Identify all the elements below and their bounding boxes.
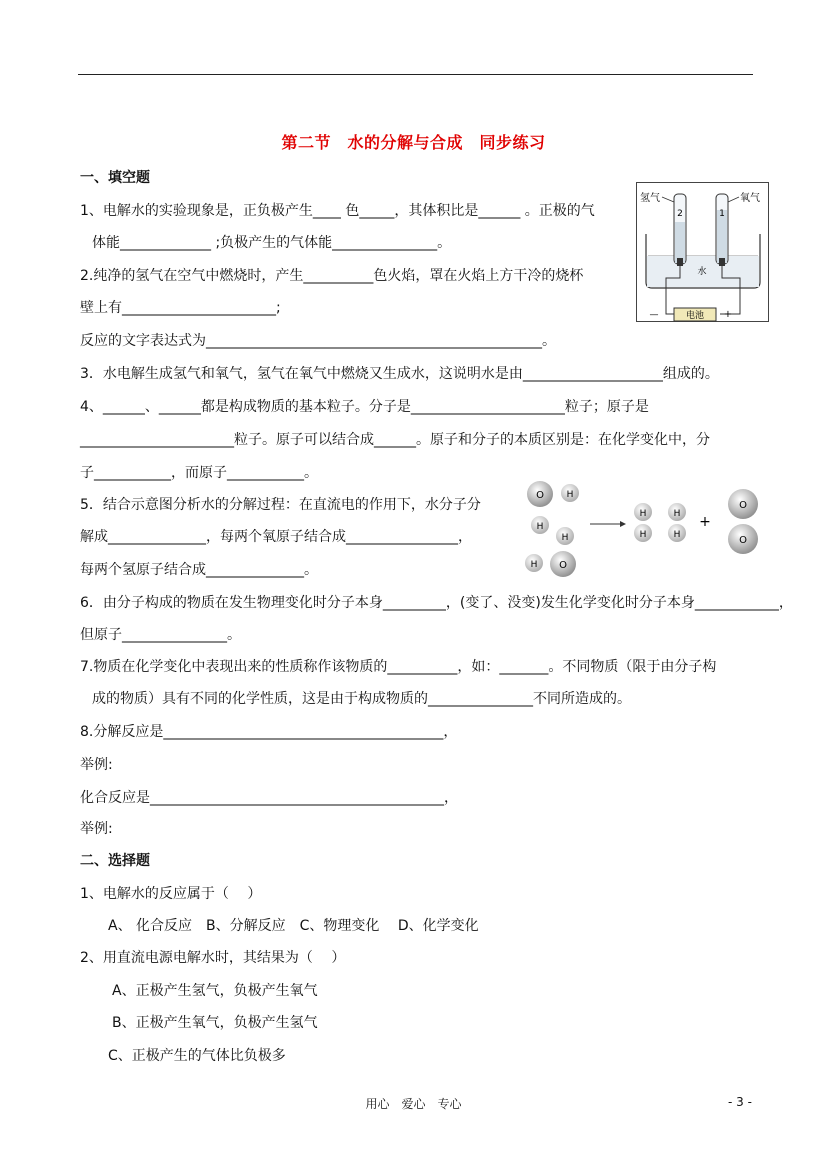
question-2-line-1: 2.纯净的氢气在空气中燃烧时，产生__________色火焰，罩在火焰上方干冷的烧杯 <box>80 268 584 284</box>
electrolysis-apparatus-figure <box>636 182 769 322</box>
choice-1: 1、电解水的反应属于（ ） <box>80 886 262 902</box>
h2-atom-3: H <box>673 509 681 519</box>
question-5-line-1: 5．结合示意图分析水的分解过程：在直流电的作用下，水分子分 <box>80 497 481 513</box>
question-2-line-2: 壁上有______________________; <box>80 300 281 316</box>
choice-2-option-b: B、正极产生氧气，负极产生氢气 <box>112 1015 318 1031</box>
question-7-line-1: 7.物质在化学变化中表现出来的性质称作该物质的__________，如：_______。不同物质（限于由分子构 <box>80 659 717 675</box>
question-8-example-2: 举例: <box>80 821 113 837</box>
choice-2-option-c: C、正极产生的气体比负极多 <box>108 1048 286 1064</box>
page-number: - 3 - <box>728 1095 752 1109</box>
tube-2-label: 2 <box>677 209 683 219</box>
question-8-line-2: 化合反应是__________________________________________， <box>80 790 458 806</box>
o2-atom-2: O <box>739 535 747 546</box>
page-title: 第二节 水的分解与合成 同步练习 <box>281 133 546 152</box>
question-6-line-2: 但原子_______________。 <box>80 627 241 643</box>
h2-atom-2: H <box>639 530 647 540</box>
atom-h-2: H <box>536 522 544 532</box>
plus-sign: + <box>699 514 711 530</box>
h2-atom-1: H <box>639 509 647 519</box>
question-5-line-3: 每两个氢原子结合成______________。 <box>80 562 318 578</box>
question-8-line-1: 8.分解反应是________________________________________， <box>80 724 458 740</box>
question-7-line-2: 成的物质）具有不同的化学性质，这是由于构成物质的_______________不同所造成的。 <box>92 691 631 707</box>
h2-atom-4: H <box>673 530 681 540</box>
section-choice-heading: 二、选择题 <box>80 853 150 869</box>
water-label: 水 <box>697 267 707 277</box>
hydrogen-label: 氢气 <box>640 193 660 204</box>
question-4-line-1: 4、______、______都是构成物质的基本粒子。分子是______________________粒子；原子是 <box>80 399 649 415</box>
atom-o-1: O <box>536 490 544 501</box>
question-3: 3．水电解生成氢气和氧气，氢气在氧气中燃烧又生成水，这说明水是由____________________组成的。 <box>80 366 719 382</box>
choice-2-option-a: A、正极产生氢气，负极产生氧气 <box>112 983 318 999</box>
atom-o-2: O <box>559 560 567 571</box>
page-footer: 用心 爱心 专心 <box>365 1097 462 1111</box>
question-6-line-1: 6．由分子构成的物质在发生物理变化时分子本身_________，(变了、没变)发生化学变化时分子本身____________， <box>80 595 793 611</box>
question-5-line-2: 解成______________，每两个氧原子结合成________________， <box>80 529 472 545</box>
atom-h-4: H <box>530 560 538 570</box>
question-1-line-1: 1、电解水的实验现象是，正负极产生____ 色_____，其体积比是______ 。正极的气 <box>80 203 595 219</box>
question-2-line-3: 反应的文字表达式为________________________________________________。 <box>80 333 556 349</box>
minus-label: — <box>649 310 659 320</box>
battery-label: 电池 <box>685 311 705 321</box>
question-8-example-1: 举例: <box>80 757 113 773</box>
tube-1-label: 1 <box>719 209 725 219</box>
atom-h-1: H <box>566 490 574 500</box>
section-fill-heading: 一、填空题 <box>80 170 150 186</box>
water-decomposition-diagram <box>518 478 770 588</box>
question-4-line-2: ______________________粒子。原子可以结合成______。原子和分子的本质区别是：在化学变化中，分 <box>80 432 710 448</box>
header-rule <box>78 74 753 75</box>
atom-h-3: H <box>561 533 569 543</box>
question-4-line-3: 子___________，而原子___________。 <box>80 465 318 481</box>
oxygen-label: 氧气 <box>740 193 760 204</box>
choice-1-options: A、 化合反应 B、分解反应 C、物理变化 D、化学变化 <box>108 918 479 934</box>
choice-2: 2、用直流电源电解水时，其结果为（ ） <box>80 950 346 966</box>
plus-label: + <box>723 309 733 320</box>
question-1-line-2: 体能_____________ ;负极产生的气体能_______________。 <box>92 235 452 251</box>
o2-atom-1: O <box>739 500 747 511</box>
